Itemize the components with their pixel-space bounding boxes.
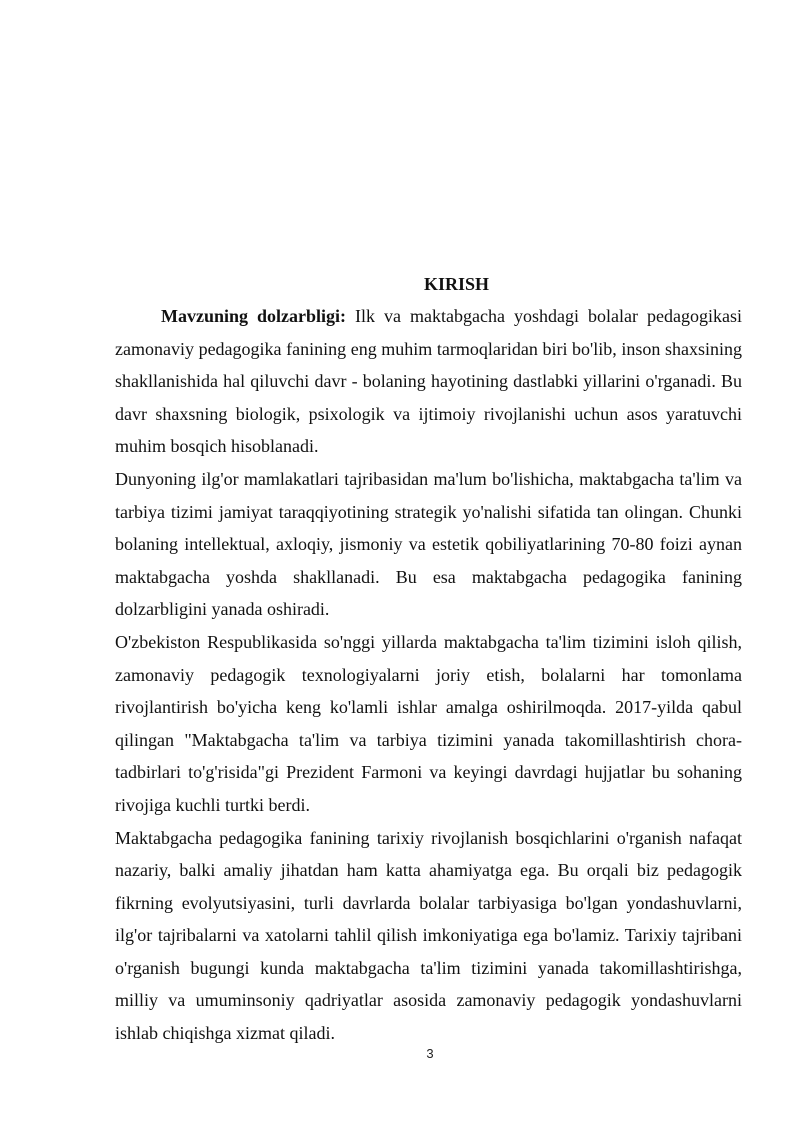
lead-label: Mavzuning dolzarbligi: [161, 306, 347, 326]
document-body [115, 270, 742, 1050]
section-title: KIRISH [423, 274, 490, 294]
paragraph-2: Dunyoning ilg'or mamlakatlari tajribasidan ma'lum bo'lishicha, maktabgacha ta'lim va tarbiya tizimi jamiyat taraqqiyotining strategik yo'nalishi sifatida tan olingan. Chunki bolaning intellektual, axloqiy, jismoniy va estetik qobiliyatlarining 70-80 foizi aynan maktabgacha yoshda shakllanadi. Bu esa maktabgacha pedagogika fanining dolzarbligini yanada oshiradi. [115, 468, 742, 620]
paragraph-1 [115, 300, 742, 463]
paragraph-4: Maktabgacha pedagogika fanining tarixiy rivojlanish bosqichlarini o'rganish nafaqat nazariy, balki amaliy jihatdan ham katta ahamiyatga ega. Bu orqali biz pedagogik fikrning evolyutsiyasini, turli davrlarda bolalar tarbiyasiga bo'lgan yondashuvlarni, ilg'or tajribalarni va xatolarni tahlil qilish imkoniyatiga ega bo'lamiz. Tarixiy tajribani o'rganish bugungi kunda maktabgacha ta'lim tizimini yanada takomillashtirishga, milliy va umuminsoniy qadriyatlar asosida zamonaviy pedagogik yondashuvlarni ishlab chiqishga xizmat qiladi. [115, 827, 742, 1044]
page-number: 3 [426, 1046, 434, 1061]
paragraph-1-text: Ilk va maktabgacha yoshdagi bolalar pedagogikasi zamonaviy pedagogika fanining eng muhim tarmoqlaridan biri bo'lib, inson shaxsining shakllanishida hal qiluvchi davr - bolaning hayotining dastlabki yillarini o'rganadi. Bu davr shaxsning biologik, psixologik va ijtimoiy rivojlanishi uchun asos yaratuvchi muhim bosqich hisoblanadi. [115, 306, 742, 457]
paragraph-3: O'zbekiston Respublikasida so'nggi yillarda maktabgacha ta'lim tizimini isloh qilish, zamonaviy pedagogik texnologiyalarni joriy etish, bolalarni har tomonlama rivojlantirish bo'yicha keng ko'lamli ishlar amalga oshirilmoqda. 2017-yilda qabul qilingan "Maktabgacha ta'lim va tarbiya tizimini yanada takomillashtirish chora-tadbirlari to'g'risida"gi Prezident Farmoni va keyingi davrdagi hujjatlar bu sohaning rivojiga kuchli turtki berdi. [115, 631, 742, 815]
